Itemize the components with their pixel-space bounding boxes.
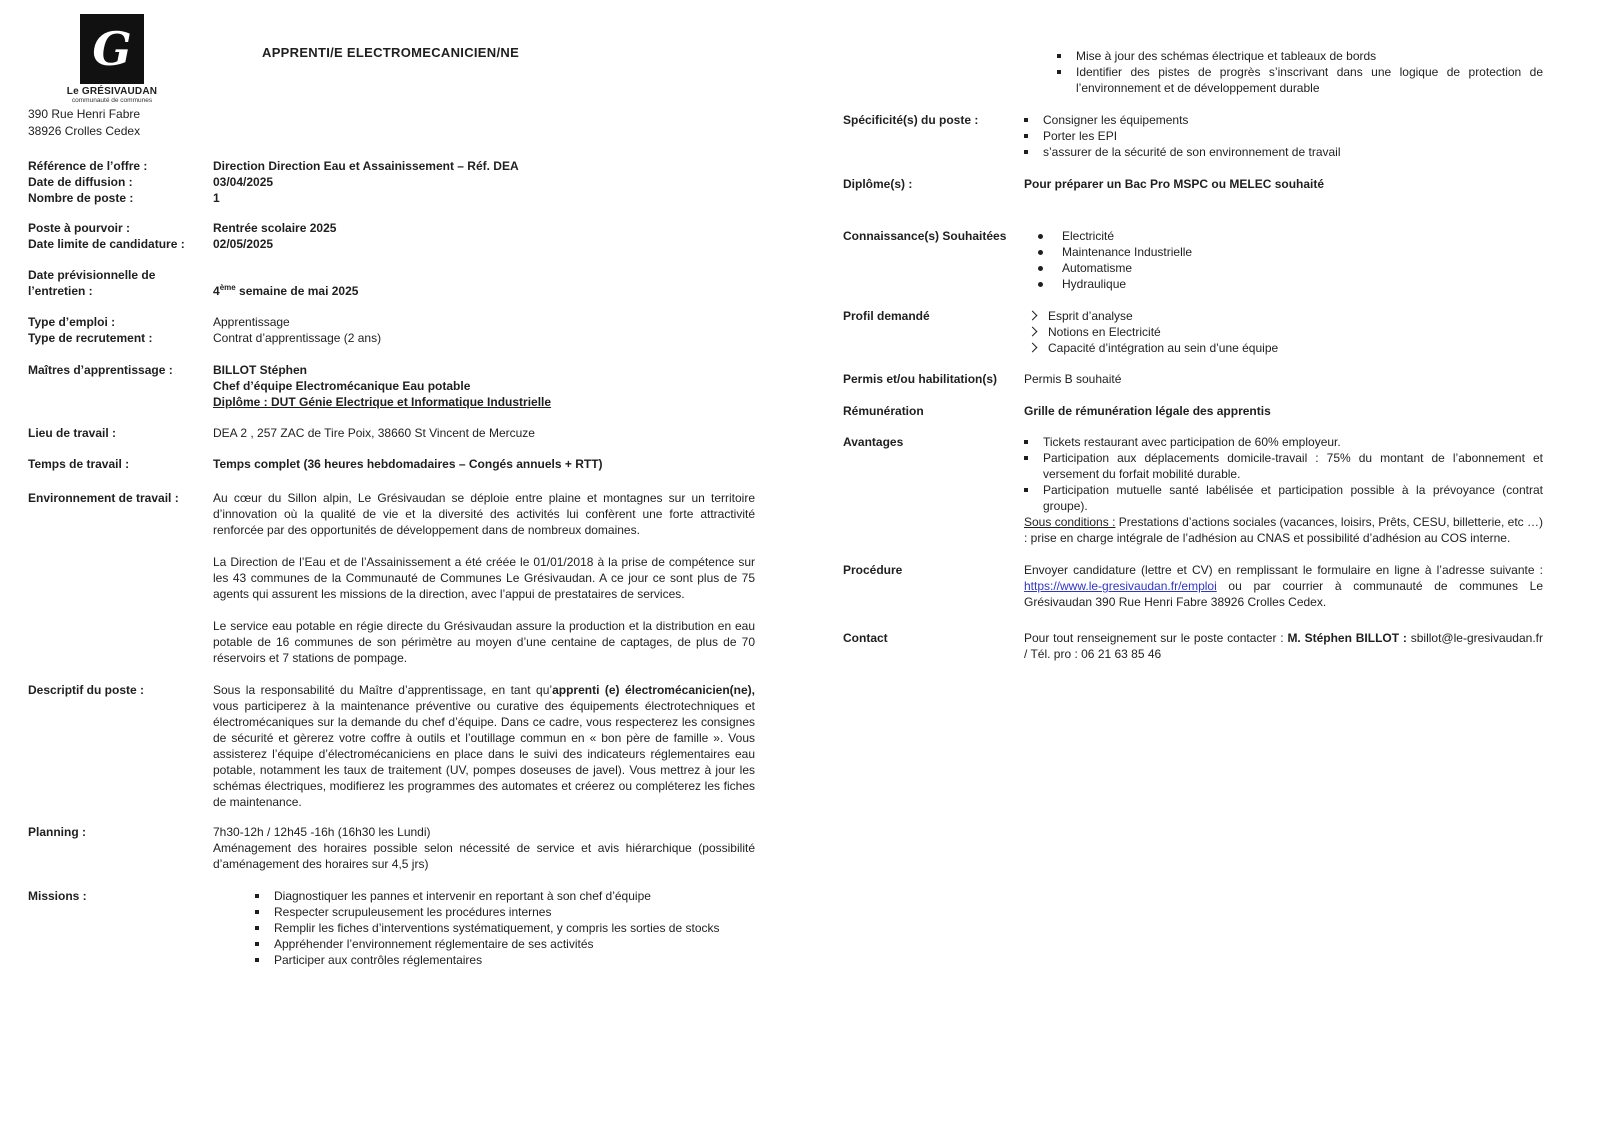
- avantages-conditions: [1024, 514, 1543, 546]
- field-procedure: [843, 562, 1543, 610]
- descriptif-text-bold: apprenti (e) électromécanicien(ne),: [552, 683, 755, 697]
- connaissances-list: [1024, 228, 1543, 292]
- square-bullet-icon: [255, 926, 259, 930]
- field-date-limite-value: 02/05/2025: [213, 237, 274, 251]
- field-planning-value: [213, 824, 755, 872]
- logo-tagline: communauté de communes: [71, 97, 153, 104]
- descriptif-text-pre: Sous la responsabilité du Maître d’apprentissage, en tant qu’: [213, 683, 553, 697]
- list-item: Porter les EPI: [1024, 128, 1543, 144]
- field-lieu-label: Lieu de travail :: [28, 426, 117, 440]
- field-environnement: [28, 490, 755, 666]
- field-diffusion: [28, 174, 755, 190]
- field-poste-a-pourvoir: [28, 220, 755, 236]
- specificite-list: [1024, 112, 1543, 160]
- list-item: Hydraulique: [1038, 276, 1543, 292]
- field-nombre-poste: [28, 190, 755, 206]
- intro-bullets-list: [1024, 48, 1543, 96]
- list-item: Respecter scrupuleusement les procédures internes: [255, 904, 755, 920]
- field-remuneration-label: Rémunération: [843, 404, 924, 418]
- field-diplomes-value: Pour préparer un Bac Pro MSPC ou MELEC souhaité: [1024, 177, 1325, 191]
- field-nombre-poste-value: 1: [213, 191, 220, 205]
- field-date-limite-label: Date limite de candidature :: [28, 237, 185, 251]
- list-item: Participer aux contrôles réglementaires: [255, 952, 755, 968]
- list-item: Notions en Electricité: [1029, 324, 1543, 340]
- conditions-text: Prestations d’actions sociales (vacances, loisirs, Prêts, CESU, billetterie, etc …) : prise en charge intégrale de l’adhésion au CNAS et possibilité d’adhésion au COS interne.: [1024, 515, 1544, 545]
- field-entretien-value: [213, 267, 755, 299]
- list-item: Electricité: [1038, 228, 1543, 244]
- field-type-recrutement: [28, 330, 755, 346]
- field-descriptif: [28, 682, 755, 810]
- field-poste-a-pourvoir-value: Rentrée scolaire 2025: [213, 221, 337, 235]
- field-poste-a-pourvoir-label: Poste à pourvoir :: [28, 221, 131, 235]
- field-entretien: [28, 267, 755, 299]
- field-intro-bullets-label: [843, 48, 1024, 96]
- field-intro-bullets: [843, 44, 1543, 96]
- field-procedure-label: Procédure: [843, 563, 903, 577]
- maitre-role: Chef d’équipe Electromécanique Eau potable: [213, 379, 471, 393]
- field-contact: [843, 630, 1543, 662]
- field-diplomes-label: Diplôme(s) :: [843, 177, 913, 191]
- square-bullet-icon: [1024, 440, 1028, 444]
- environnement-paragraph-3: Le service eau potable en régie directe du Grésivaudan assure la production et la distribution en eau potable de 16 communes de son périmètre au moyen d’une centaine de captages, de plus de 70 réservoirs et 7 stations de pompage.: [213, 619, 755, 665]
- address-block: [28, 106, 140, 140]
- field-environnement-value: [213, 490, 755, 666]
- field-connaissances-label: Connaissance(s) Souhaitées: [843, 229, 1007, 243]
- field-diffusion-value: 03/04/2025: [213, 175, 274, 189]
- arrow-bullet-icon: [1028, 343, 1038, 353]
- planning-note: Aménagement des horaires possible selon nécessité de service et avis hiérarchique (possibilité d’aménagement des horaires sur 4,5 jrs): [213, 841, 755, 871]
- address-line-1: 390 Rue Henri Fabre: [28, 107, 141, 121]
- field-maitres-value: [213, 362, 755, 410]
- list-item: Automatisme: [1038, 260, 1543, 276]
- field-type-recrutement-value: Contrat d’apprentissage (2 ans): [213, 331, 382, 345]
- field-avantages-label: Avantages: [843, 435, 904, 449]
- logo-letter: G: [92, 22, 132, 76]
- field-specificite-label: Spécificité(s) du poste :: [843, 113, 979, 127]
- field-reference-value: Direction Direction Eau et Assainissement – Réf. DEA: [213, 159, 519, 173]
- field-planning: [28, 824, 755, 872]
- square-bullet-icon: [255, 942, 259, 946]
- square-bullet-icon: [1057, 70, 1061, 74]
- list-item: Participation aux déplacements domicile-travail : 75% du montant de l’abonnement et versement du forfait mobilité durable.: [1024, 450, 1543, 482]
- square-bullet-icon: [1024, 456, 1028, 460]
- contact-text-post: sbillot@le-gresivaudan.fr / Tél. pro : 06 21 63 85 46: [1024, 631, 1543, 661]
- field-remuneration: [843, 403, 1543, 419]
- field-permis-label: Permis et/ou habilitation(s): [843, 372, 998, 386]
- dot-bullet-icon: [1038, 234, 1043, 239]
- list-item: Tickets restaurant avec participation de 60% employeur.: [1024, 434, 1543, 450]
- right-column: [843, 44, 1543, 662]
- field-profil-label: Profil demandé: [843, 309, 930, 323]
- list-item: Capacité d’intégration au sein d’une équipe: [1029, 340, 1543, 356]
- list-item: Mise à jour des schémas électrique et tableaux de bords: [1057, 48, 1543, 64]
- address-line-2: 38926 Crolles Cedex: [28, 124, 141, 138]
- list-item: s’assurer de la sécurité de son environnement de travail: [1024, 144, 1543, 160]
- field-descriptif-value: [213, 682, 755, 810]
- arrow-bullet-icon: [1028, 311, 1038, 321]
- field-maitres-label: Maîtres d’apprentissage :: [28, 363, 173, 377]
- field-maitres: [28, 362, 755, 410]
- field-profil: [843, 308, 1543, 356]
- square-bullet-icon: [255, 894, 259, 898]
- field-environnement-label: Environnement de travail :: [28, 491, 179, 505]
- square-bullet-icon: [1057, 54, 1061, 58]
- list-item: Identifier des pistes de progrès s’inscrivant dans une logique de protection de l’environnement et de développement durable: [1057, 64, 1543, 96]
- field-entretien-label-line2: l’entretien :: [28, 284, 93, 298]
- square-bullet-icon: [1024, 134, 1028, 138]
- emploi-link[interactable]: https://www.le-gresivaudan.fr/emploi: [1024, 579, 1217, 593]
- list-item: Consigner les équipements: [1024, 112, 1543, 128]
- descriptif-text-post: vous participerez à la maintenance préventive ou curative des équipements électrotechniques et électromécaniques sur la demande du chef d’équipe. Dans ce cadre, vous respecterez les consignes de sécurité et gèrerez votre coffre à outils et l’outillage commun en « bon père de famille ». Vous assisterez l’équipe d’électromécaniciens en place dans le suivi des indicateurs réglementaires eau potable, notamment les taux de traitement (UV, pompes doseuses de javel). Vous mettrez à jour les schémas électriques, modifierez les programmes des automates et créerez ou compléterez les fiches de maintenance.: [213, 699, 755, 809]
- square-bullet-icon: [1024, 118, 1028, 122]
- field-remuneration-value: Grille de rémunération légale des apprentis: [1024, 404, 1271, 418]
- field-diplomes: [843, 176, 1543, 192]
- contact-name-bold: M. Stéphen BILLOT :: [1287, 631, 1407, 645]
- field-permis: [843, 371, 1543, 387]
- square-bullet-icon: [255, 910, 259, 914]
- procedure-text-pre: Envoyer candidature (lettre et CV) en remplissant le formulaire en ligne à l’adresse suivante :: [1024, 563, 1543, 577]
- profil-list: [1024, 308, 1543, 356]
- field-connaissances: [843, 228, 1543, 292]
- field-entretien-label: [28, 267, 213, 299]
- field-missions: [28, 888, 755, 968]
- field-entretien-label-line1: Date prévisionnelle de: [28, 268, 156, 282]
- left-column: [28, 158, 755, 968]
- field-nombre-poste-label: Nombre de poste :: [28, 191, 134, 205]
- dot-bullet-icon: [1038, 250, 1043, 255]
- field-missions-label: Missions :: [28, 889, 87, 903]
- maitre-name: BILLOT Stéphen: [213, 363, 307, 377]
- avantages-block: [1024, 434, 1543, 546]
- square-bullet-icon: [255, 958, 259, 962]
- field-reference-label: Référence de l’offre :: [28, 159, 148, 173]
- missions-list: [213, 888, 755, 968]
- logo-name: Le GRÉSIVAUDAN: [66, 86, 158, 97]
- field-diffusion-label: Date de diffusion :: [28, 175, 133, 189]
- list-item: Maintenance Industrielle: [1038, 244, 1543, 260]
- dot-bullet-icon: [1038, 282, 1043, 287]
- planning-hours: 7h30-12h / 12h45 -16h (16h30 les Lundi): [213, 825, 431, 839]
- field-contact-label: Contact: [843, 631, 888, 645]
- field-type-emploi-value: Apprentissage: [213, 315, 290, 329]
- field-planning-label: Planning :: [28, 825, 86, 839]
- field-lieu: [28, 425, 755, 441]
- contact-text-pre: Pour tout renseignement sur le poste contacter :: [1024, 631, 1288, 645]
- procedure-text-post: ou par courrier à communauté de communes Le Grésivaudan 390 Rue Henri Fabre 38926 Crolles Cedex.: [1024, 579, 1543, 609]
- field-temps: [28, 456, 755, 472]
- entretien-week-rest: semaine de mai 2025: [235, 284, 359, 298]
- list-item: Appréhender l’environnement réglementaire de ses activités: [255, 936, 755, 952]
- gresivaudan-logo: [56, 14, 168, 104]
- field-descriptif-label: Descriptif du poste :: [28, 683, 145, 697]
- field-permis-value: Permis B souhaité: [1024, 372, 1122, 386]
- field-avantages: [843, 434, 1543, 546]
- square-bullet-icon: [1024, 488, 1028, 492]
- dot-bullet-icon: [1038, 266, 1043, 271]
- arrow-bullet-icon: [1028, 327, 1038, 337]
- field-procedure-value: [1024, 562, 1543, 610]
- page-title: APPRENTI/E ELECTROMECANICIEN/NE: [262, 45, 520, 60]
- list-item: Participation mutuelle santé labélisée et participation possible à la prévoyance (contrat groupe).: [1024, 482, 1543, 514]
- field-lieu-value: DEA 2 , 257 ZAC de Tire Poix, 38660 St Vincent de Mercuze: [213, 426, 535, 440]
- environnement-paragraph-2: La Direction de l’Eau et de l’Assainissement a été créée le 01/01/2018 à la prise de compétence sur les 43 communes de la Communauté de Communes Le Grésivaudan. A ce jour ce sont plus de 75 agents qui assurent les missions de la direction, avec l’appui de prestataires de services.: [213, 555, 755, 601]
- environnement-paragraph-1: Au cœur du Sillon alpin, Le Grésivaudan se déploie entre plaine et montagnes sur un territoire d’innovation où la qualité de vie et la diversité des activités lui confèrent une forte attractivité renforcée par des opportunités de développement dans de nombreux domaines.: [213, 491, 755, 537]
- logo-g-icon: [80, 14, 144, 84]
- square-bullet-icon: [1024, 150, 1028, 154]
- list-item: Remplir les fiches d’interventions systématiquement, y compris les sorties de stocks: [255, 920, 755, 936]
- field-type-recrutement-label: Type de recrutement :: [28, 331, 153, 345]
- field-contact-value: [1024, 630, 1543, 662]
- list-item: Esprit d’analyse: [1029, 308, 1543, 324]
- field-temps-value: Temps complet (36 heures hebdomadaires – Congés annuels + RTT): [213, 457, 603, 471]
- entretien-week-ordinal: ème: [219, 283, 236, 292]
- field-temps-label: Temps de travail :: [28, 457, 130, 471]
- field-type-emploi: [28, 314, 755, 330]
- entretien-week-number: 4: [213, 284, 220, 298]
- field-reference: [28, 158, 755, 174]
- list-item: Diagnostiquer les pannes et intervenir en reportant à son chef d’équipe: [255, 888, 755, 904]
- maitre-diploma: Diplôme : DUT Génie Electrique et Informatique Industrielle: [213, 395, 552, 409]
- field-specificite: [843, 112, 1543, 160]
- field-date-limite: [28, 236, 755, 252]
- conditions-lead: Sous conditions :: [1024, 515, 1116, 529]
- field-type-emploi-label: Type d’emploi :: [28, 315, 116, 329]
